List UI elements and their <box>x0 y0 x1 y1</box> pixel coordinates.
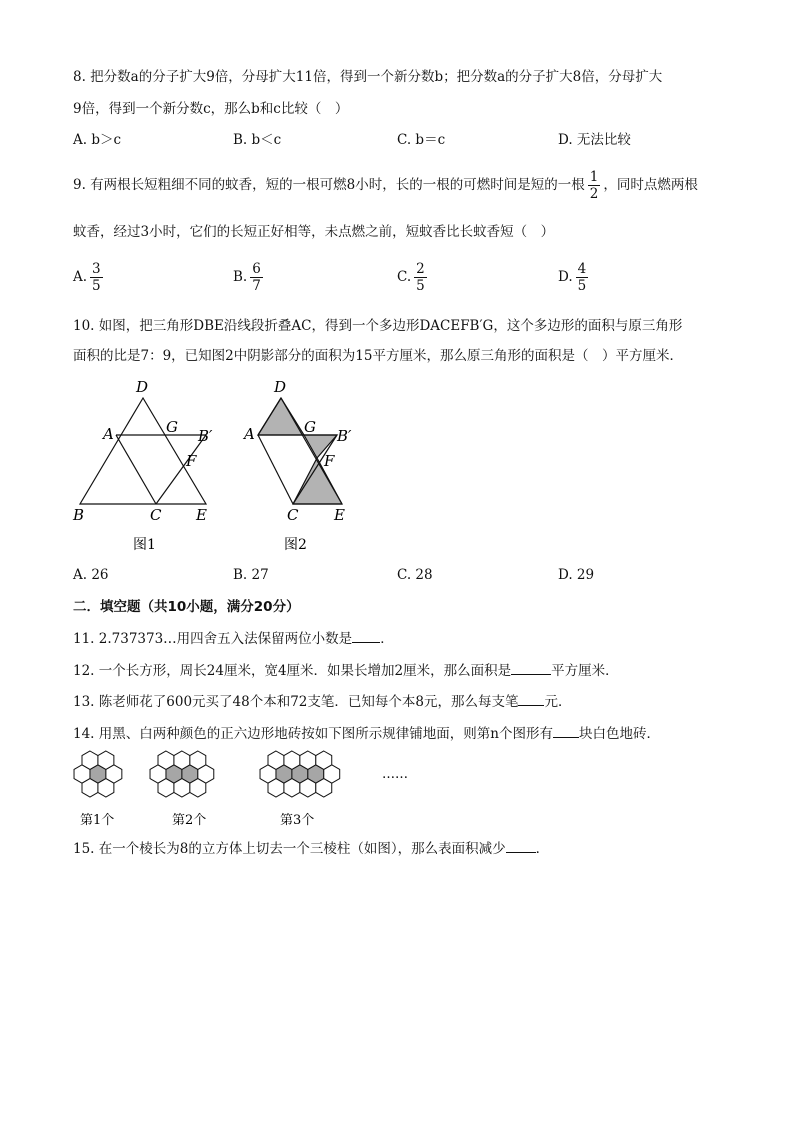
q9-line2: 蚊香，经过3小时，它们的长短正好相等，未点燃之前，短蚊香比长蚊香短（ ） <box>73 224 555 240</box>
q15 <box>73 839 549 858</box>
q10-line2: 面积的比是7：9，已知图2中阴影部分的面积为15平方厘米，那么原三角形的面积是（ ）平方厘米． <box>73 348 683 364</box>
q8-option-d: D. 无法比较 <box>558 132 631 148</box>
q14-ellipsis: …… <box>382 767 408 782</box>
q10-option-c: C. 28 <box>397 567 433 583</box>
q12-answer-blank[interactable] <box>511 661 551 675</box>
q14-caption-3: 第3个 <box>280 813 315 828</box>
q8-line1: 8. 把分数a的分子扩大9倍，分母扩大11倍，得到一个新分数b；把分数a的分子扩大8倍，分母扩大 <box>73 69 663 85</box>
fig2-shaded-top <box>258 398 304 435</box>
q9-frac-den: 2 <box>589 186 599 202</box>
q9-frac-num: 1 <box>589 169 599 185</box>
q13 <box>73 692 571 711</box>
q8-option-b: B. b＜c <box>233 132 282 148</box>
hex-tile-fig2 <box>174 751 190 769</box>
fig2-label-c: C <box>287 506 299 524</box>
hex-tile-fig2 <box>190 751 206 769</box>
hex-tile-fig2 <box>158 751 174 769</box>
q9-option-d-den: 5 <box>577 278 587 294</box>
q15-end: ． <box>535 841 550 857</box>
hex-tile-fig2 <box>190 779 206 797</box>
q10-option-a: A. 26 <box>73 567 109 583</box>
fig1-label-a: A <box>103 425 114 443</box>
fig1-caption: 图1 <box>133 537 156 553</box>
hex-tile-fig3 <box>316 779 332 797</box>
q9-option-d-frac <box>576 261 589 294</box>
q9-line1-end: ，同时点燃两根 <box>603 177 698 193</box>
fig1-label-f: F <box>186 452 197 470</box>
q10-option-b: B. 27 <box>233 567 269 583</box>
q9-option-d-label: D. <box>558 269 573 285</box>
q14-answer-blank[interactable] <box>553 724 579 738</box>
q14 <box>73 724 660 743</box>
fig1-label-g: G <box>166 418 178 436</box>
q15-answer-blank[interactable] <box>506 839 536 853</box>
hex-tile-fig3 <box>268 779 284 797</box>
q14-hexagon-figure <box>66 748 426 830</box>
fig1-line-ac <box>116 435 156 504</box>
hex-tile-fig3 <box>284 779 300 797</box>
q9-option-d <box>558 261 591 294</box>
hex-tile-fig3 <box>268 751 284 769</box>
fig2-label-e: E <box>334 506 345 524</box>
q13-answer-blank[interactable] <box>518 692 544 706</box>
q12-end: 平方厘米． <box>551 663 619 679</box>
q10-figure1 <box>65 376 225 556</box>
q9-option-c-num: 2 <box>416 261 425 277</box>
q12-text: 12. 一个长方形，周长24厘米，宽4厘米．如果长增加2厘米，那么面积是 <box>73 663 512 679</box>
hex-tile-fig2 <box>174 779 190 797</box>
q8-option-c: C. b＝c <box>397 132 446 148</box>
hex-tile-fig1 <box>82 779 98 797</box>
q12 <box>73 661 619 680</box>
fig2-label-f: F <box>324 452 335 470</box>
q9-option-b-label: B. <box>233 269 248 285</box>
q9-option-c-frac <box>414 261 427 294</box>
q8-options <box>73 131 733 171</box>
q10-option-d: D. 29 <box>558 567 595 583</box>
q9-option-a-label: A. <box>73 269 88 285</box>
q9-option-b-frac <box>250 261 263 294</box>
hex-tile-fig1 <box>98 751 114 769</box>
q9-options <box>73 261 733 301</box>
q9-option-a <box>73 261 106 294</box>
q10-figure2 <box>238 376 368 556</box>
q14-caption-2: 第2个 <box>172 813 207 828</box>
q9-fraction <box>588 169 601 202</box>
hex-tile-fig3 <box>300 751 316 769</box>
q14-caption-1: 第1个 <box>80 813 115 828</box>
fig1-label-bprime: B′ <box>198 427 213 445</box>
fig1-label-d: D <box>136 378 149 396</box>
fig1-triangle-dbe <box>80 398 206 504</box>
fig2-line-ac <box>258 435 293 504</box>
q9-option-a-den: 5 <box>92 278 101 294</box>
fig1-label-e: E <box>196 506 207 524</box>
q9-option-b-num: 6 <box>252 261 261 277</box>
fig1-label-c: C <box>150 506 162 524</box>
q11-end: ． <box>380 631 394 647</box>
q14-end: 块白色地砖． <box>578 726 660 742</box>
hex-tile-fig3 <box>300 779 316 797</box>
q9-option-a-frac <box>90 261 103 294</box>
q11-answer-blank[interactable] <box>352 629 380 643</box>
q11-text: 11. 2.737373…用四舍五入法保留两位小数是 <box>73 631 353 647</box>
q13-text: 13. 陈老师花了600元买了48个本和72支笔．已知每个本8元，那么每支笔 <box>73 694 519 710</box>
fig1-line-cb <box>156 435 206 504</box>
fig2-label-bprime: B′ <box>337 427 352 445</box>
hex-tile-fig3 <box>284 751 300 769</box>
fig2-label-g: G <box>304 418 316 436</box>
q10-line1: 10. 如图，把三角形DBE沿线段折叠AC，得到一个多边形DACEFB′G，这个多边形的面积与原三角形 <box>73 318 683 334</box>
hex-tile-fig3 <box>316 751 332 769</box>
q9-option-c-label: C. <box>397 269 412 285</box>
q11 <box>73 629 394 648</box>
q9-line1 <box>73 166 698 204</box>
q9-line1-text: 9. 有两根长短粗细不同的蚊香，短的一根可燃8小时，长的一根的可燃时间是短的一根 <box>73 177 585 193</box>
hex-tile-fig2 <box>158 779 174 797</box>
q9-option-b <box>233 261 266 294</box>
fig1-label-b: B <box>73 506 85 524</box>
fig2-label-d: D <box>274 378 287 396</box>
q8-option-a: A. b＞c <box>73 132 122 148</box>
q14-text: 14. 用黑、白两种颜色的正六边形地砖按如下图所示规律铺地面，则第n个图形有 <box>73 726 553 742</box>
section-heading: 二．填空题（共10小题，满分20分） <box>73 599 300 615</box>
q13-end: 元． <box>544 694 572 710</box>
q9-option-b-den: 7 <box>252 278 261 294</box>
q9-option-c-den: 5 <box>416 278 425 294</box>
q9-option-a-num: 3 <box>92 261 101 277</box>
fig2-caption: 图2 <box>284 537 307 553</box>
q15-text: 15. 在一个棱长为8的立方体上切去一个三棱柱（如图），那么表面积减少 <box>73 841 506 857</box>
hex-tile-fig1 <box>82 751 98 769</box>
q9-option-c <box>397 261 430 294</box>
hex-tile-fig1 <box>98 779 114 797</box>
q9-option-d-num: 4 <box>577 261 587 277</box>
q8-line2: 9倍，得到一个新分数c，那么b和c比较（ ） <box>73 101 349 117</box>
fig2-label-a: A <box>244 425 255 443</box>
